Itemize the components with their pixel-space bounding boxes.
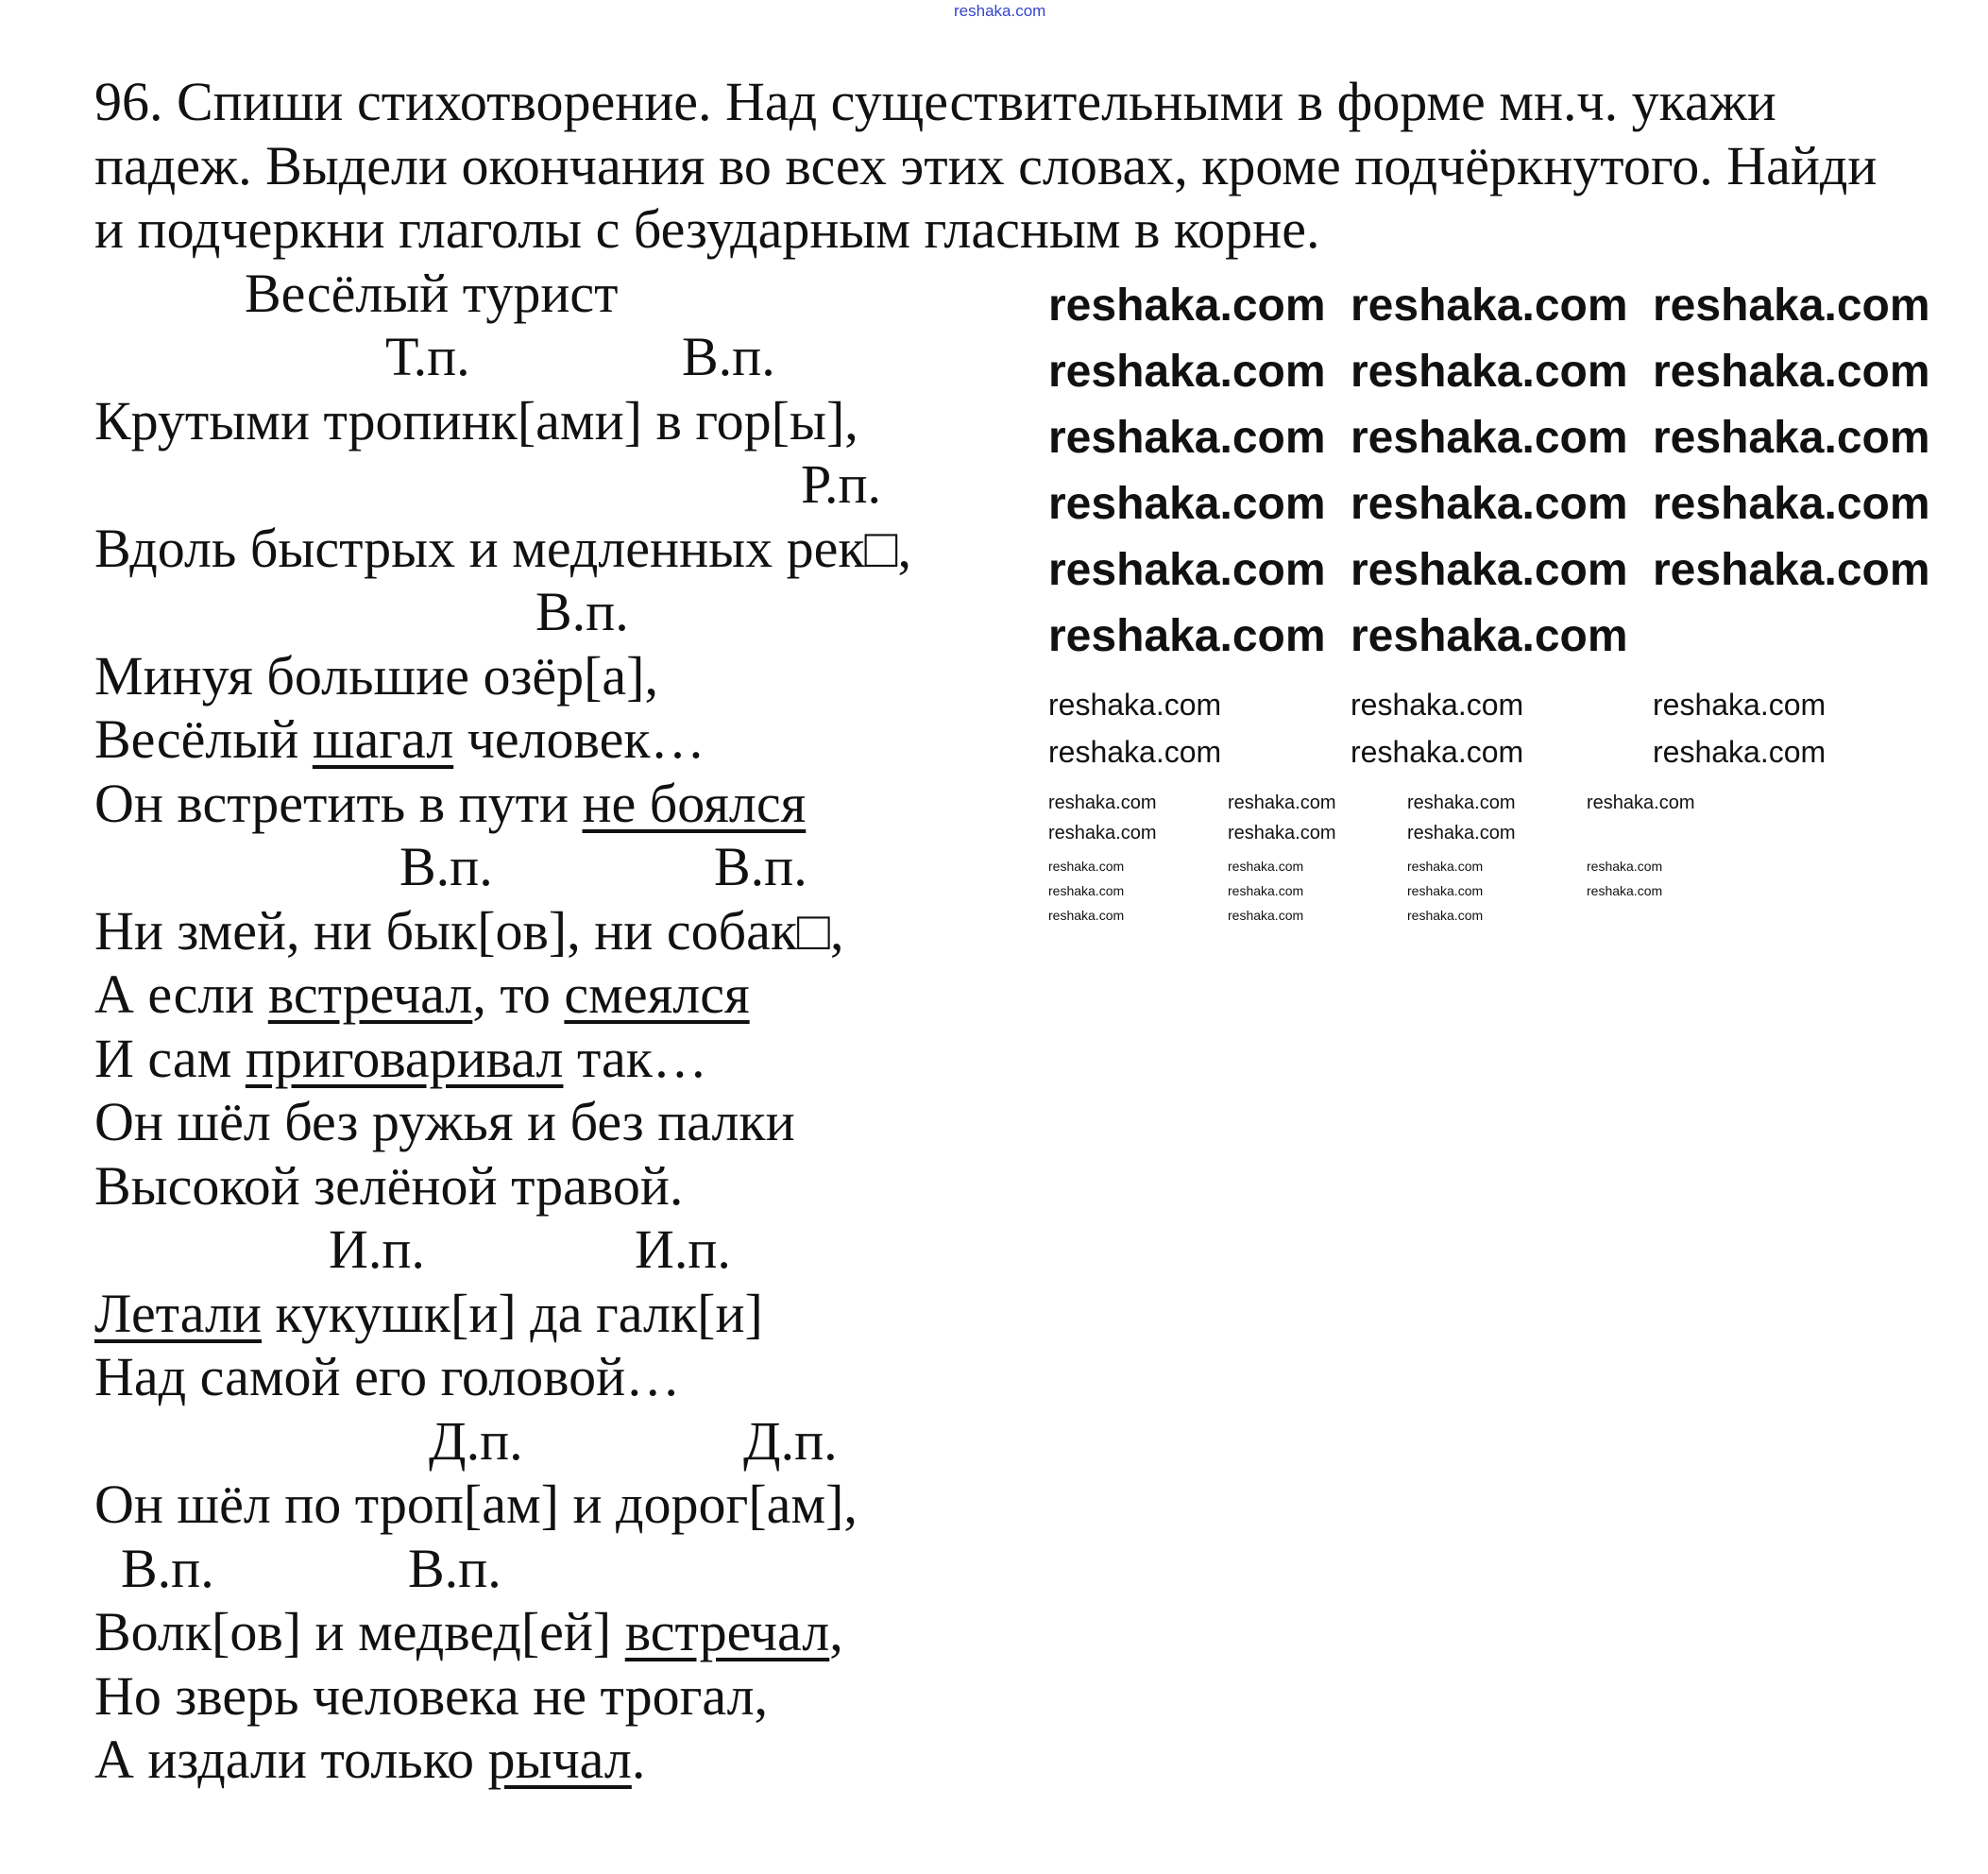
watermark: reshaka.com	[1228, 859, 1304, 874]
watermark: reshaka.com	[1587, 792, 1695, 813]
text-segment: И сам	[94, 1027, 246, 1089]
text-segment: ,	[829, 1601, 843, 1662]
watermark: reshaka.com	[1351, 735, 1524, 769]
case-label: В.п.	[121, 1537, 214, 1599]
case-label: Д.п.	[743, 1409, 838, 1472]
watermark: reshaka.com	[1048, 823, 1157, 843]
watermark: reshaka.com	[1407, 823, 1516, 843]
case-label: Р.п.	[801, 453, 882, 515]
watermark: reshaka.com	[1407, 883, 1484, 898]
poem-line	[94, 772, 806, 836]
poem-line	[94, 1345, 680, 1409]
poem-line	[94, 1090, 795, 1154]
text-segment: так…	[563, 1027, 707, 1089]
underlined-verb: смеялся	[564, 963, 750, 1025]
watermark: reshaka.com	[1653, 688, 1827, 722]
task-text-line	[94, 134, 1877, 198]
watermark: reshaka.com	[1048, 735, 1222, 769]
watermark: reshaka.com	[1653, 545, 1930, 595]
text-segment: Он встретить в пути	[94, 772, 583, 834]
text-segment: Высокой зелёной травой.	[94, 1154, 684, 1217]
case-label: В.п.	[682, 326, 775, 387]
text-segment: Он шёл без ружья и без палки	[94, 1091, 795, 1152]
watermark: reshaka.com	[1048, 908, 1125, 923]
text-segment: Он шёл по троп[ам] и дорог[ам],	[94, 1474, 858, 1535]
watermark: reshaka.com	[1228, 883, 1304, 898]
text-segment: А если	[94, 963, 268, 1025]
text-segment: , то	[472, 963, 565, 1025]
watermark: reshaka.com	[1048, 347, 1326, 397]
case-label: Д.п.	[429, 1409, 523, 1472]
poem-line	[94, 899, 844, 963]
watermark: reshaka.com	[1048, 413, 1326, 463]
poem-line	[94, 517, 911, 581]
case-label: В.п.	[399, 836, 493, 897]
text-segment: кукушк[и] да галк[и]	[261, 1282, 763, 1344]
watermark: reshaka.com	[1048, 792, 1157, 813]
watermark: reshaka.com	[1653, 347, 1930, 397]
text-segment: Весёлый турист	[245, 262, 619, 324]
underlined-verb: встречал	[624, 1601, 830, 1662]
watermark: reshaka.com	[1407, 859, 1484, 874]
poem-line	[94, 707, 705, 772]
underlined-verb: шагал	[312, 708, 454, 770]
text-segment: Волк[ов] и медвед[ей]	[94, 1601, 625, 1662]
text-segment: Ни змей, ни бык[ов], ни собак□,	[94, 899, 844, 962]
poem-line	[94, 1728, 645, 1792]
poem-line	[94, 644, 658, 708]
watermark: reshaka.com	[1048, 883, 1125, 898]
watermark: reshaka.com	[954, 2, 1046, 20]
text-segment: 96. Спиши стихотворение. Над существительными в форме мн.ч. укажи	[94, 71, 1776, 132]
watermark: reshaka.com	[1048, 859, 1125, 874]
poem-title	[245, 262, 619, 326]
watermark: reshaka.com	[1407, 908, 1484, 923]
text-segment: А издали только	[94, 1729, 488, 1790]
watermark: reshaka.com	[1048, 688, 1222, 722]
poem-line	[94, 1282, 763, 1346]
watermark: reshaka.com	[1228, 792, 1336, 813]
text-segment: Вдоль быстрых и медленных рек□,	[94, 517, 912, 579]
watermark: reshaka.com	[1407, 792, 1516, 813]
watermark: reshaka.com	[1228, 823, 1336, 843]
watermark: reshaka.com	[1653, 413, 1930, 463]
watermark: reshaka.com	[1048, 479, 1326, 529]
poem-line	[94, 1473, 858, 1537]
poem-line	[94, 1664, 768, 1729]
watermark: reshaka.com	[1351, 688, 1524, 722]
poem-line	[94, 1600, 843, 1664]
watermark: reshaka.com	[1587, 883, 1663, 898]
task-text-line	[94, 70, 1776, 134]
watermark: reshaka.com	[1351, 479, 1628, 529]
case-label: В.п.	[714, 836, 807, 897]
text-segment: .	[631, 1729, 646, 1790]
underlined-verb: Летали	[94, 1282, 262, 1344]
text-segment: Крутыми тропинк[ами] в гор[ы],	[94, 389, 858, 451]
poem-line	[94, 963, 750, 1027]
watermark: reshaka.com	[1351, 347, 1628, 397]
case-label: И.п.	[329, 1218, 425, 1280]
text-segment: человек…	[453, 708, 705, 770]
watermark: reshaka.com	[1228, 908, 1304, 923]
text-segment: падеж. Выдели окончания во всех этих словах, кроме подчёркнутого. Найди	[94, 134, 1878, 196]
watermark: reshaka.com	[1351, 611, 1628, 661]
text-segment: Над самой его головой…	[94, 1346, 681, 1407]
case-label: Т.п.	[385, 326, 470, 387]
watermark: reshaka.com	[1653, 479, 1930, 529]
watermark: reshaka.com	[1653, 281, 1930, 331]
watermark: reshaka.com	[1587, 859, 1663, 874]
watermark: reshaka.com	[1351, 545, 1628, 595]
watermark: reshaka.com	[1048, 545, 1326, 595]
text-segment: Весёлый	[94, 708, 313, 770]
underlined-verb: не боялся	[582, 772, 807, 834]
underlined-verb: встречал	[267, 963, 473, 1025]
watermark: reshaka.com	[1351, 281, 1628, 331]
underlined-verb: рычал	[487, 1729, 632, 1790]
case-label: В.п.	[535, 581, 629, 642]
poem-line	[94, 1027, 707, 1091]
text-segment: Минуя большие озёр[а],	[94, 644, 658, 707]
watermark: reshaka.com	[1048, 281, 1326, 331]
task-text-line	[94, 197, 1319, 262]
case-label: В.п.	[408, 1537, 501, 1599]
underlined-verb: приговаривал	[245, 1027, 564, 1089]
text-segment: и подчеркни глаголы с безударным гласным в корне.	[94, 198, 1320, 260]
watermark: reshaka.com	[1351, 413, 1628, 463]
text-segment: Но зверь человека не трогал,	[94, 1664, 769, 1727]
watermark: reshaka.com	[1048, 611, 1326, 661]
poem-line	[94, 389, 858, 453]
case-label: И.п.	[635, 1218, 731, 1280]
poem-line	[94, 1154, 683, 1218]
watermark: reshaka.com	[1653, 735, 1827, 769]
